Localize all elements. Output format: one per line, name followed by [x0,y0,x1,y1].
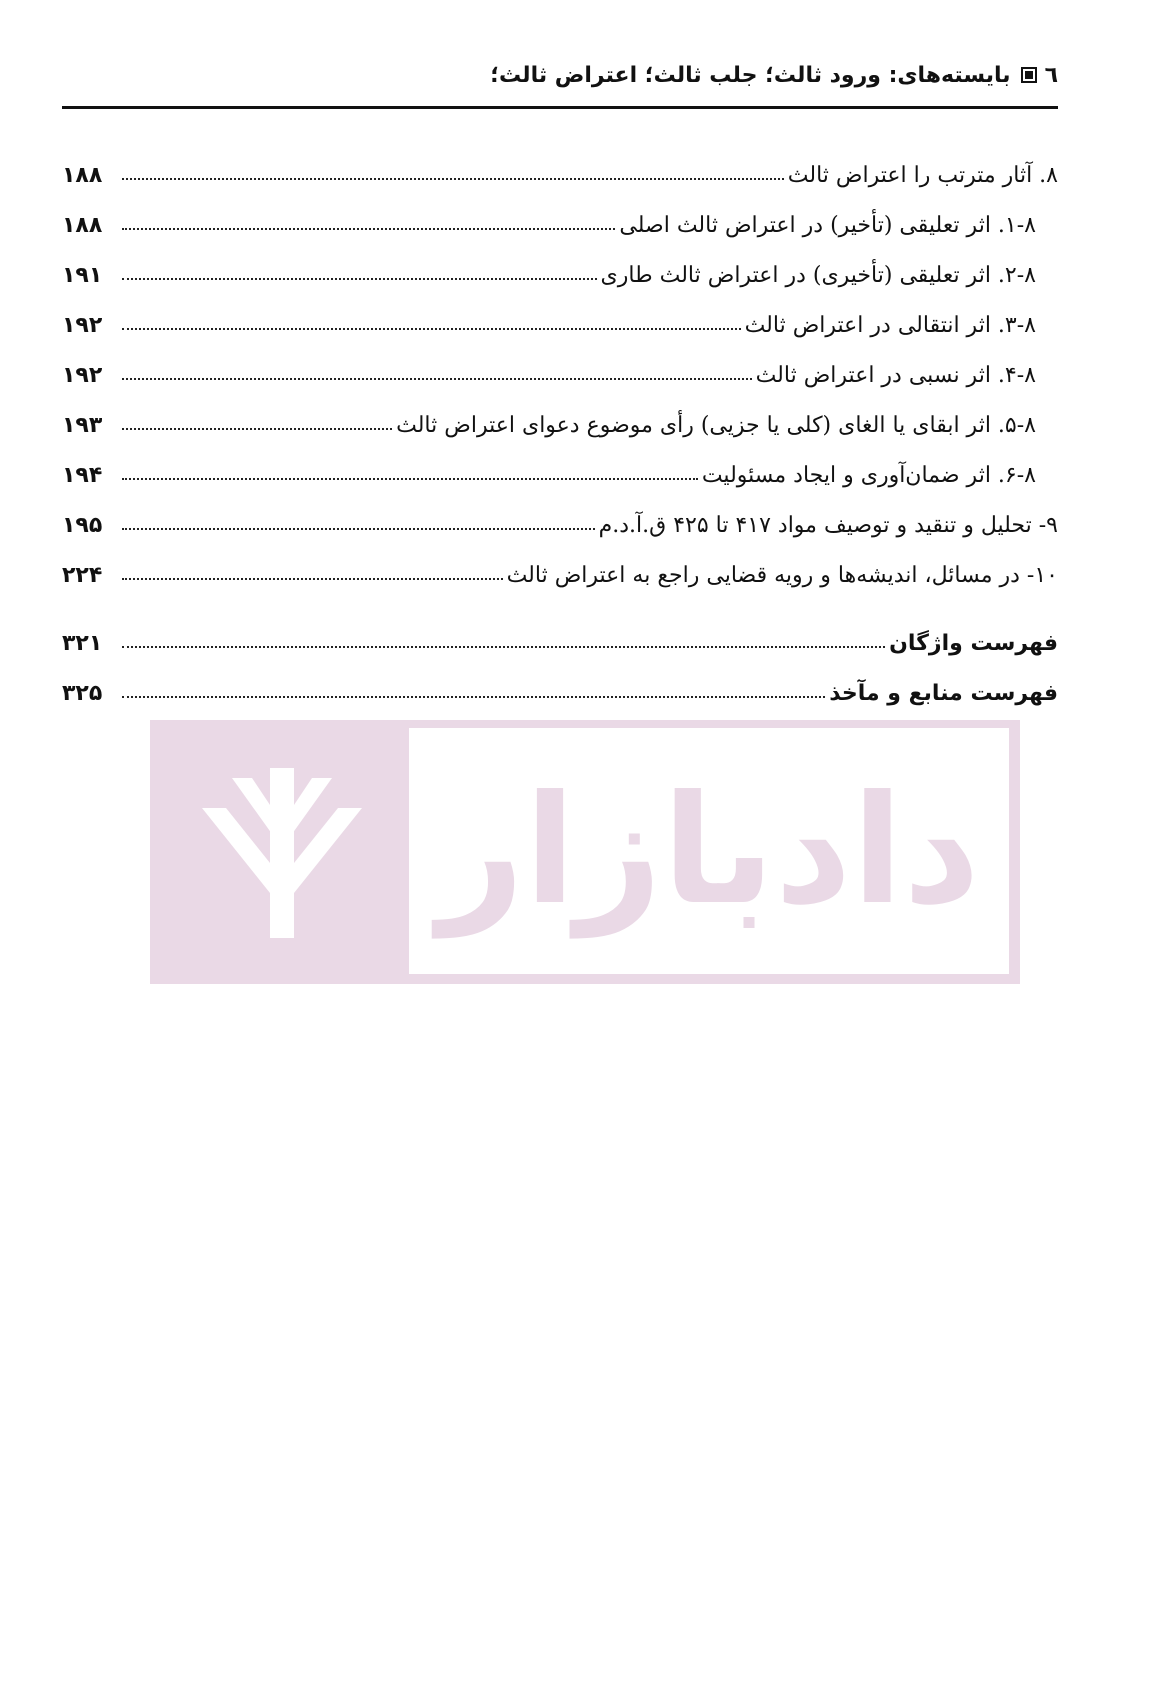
toc-entry-page: ۱۹۲ [62,363,103,388]
tree-logo-icon [202,768,362,938]
page-header [62,52,1058,98]
toc-entry[interactable] [62,438,1058,488]
toc-entry-title: ۵-۸. اثر ابقای یا الغای (کلی یا جزیی) رأی موضوع دعوای اعتراض ثالث [396,413,1036,438]
toc-entry-page: ۱۹۳ [62,413,103,438]
toc-entry-title: فهرست واژگان [889,631,1058,656]
toc-entry[interactable] [62,388,1058,438]
toc-entry-page: ۳۲۱ [62,631,103,656]
toc-entry-index[interactable] [62,606,1058,656]
toc-entry-title: ۲-۸. اثر تعلیقی (تأخیری) در اعتراض ثالث طاری [600,263,1036,288]
header-rule [62,106,1058,109]
toc-entry-page: ۲۲۴ [62,563,103,588]
dot-leader [122,578,503,580]
toc-entry-title: ۸. آثار مترتب را اعتراض ثالث [787,163,1058,188]
toc-entry[interactable] [62,288,1058,338]
toc-entry-bibliography[interactable] [62,656,1058,706]
toc-entry-title: ۹- تحلیل و تنقید و توصیف مواد ۴۱۷ تا ۴۲۵ ق.آ.د.م [598,513,1058,538]
watermark-text-panel [407,726,1011,976]
dot-leader [122,278,597,280]
toc-entry-page: ۱۸۸ [62,163,103,188]
toc-entry[interactable] [62,488,1058,538]
toc-entry-title: ۶-۸. اثر ضمان‌آوری و ایجاد مسئولیت [701,463,1036,488]
toc-entry-title: فهرست منابع و مآخذ [829,681,1058,706]
table-of-contents [62,138,1058,706]
toc-entry-page: ۱۹۵ [62,513,103,538]
toc-entry-page: ۱۹۱ [62,263,103,288]
dot-leader [122,528,595,530]
watermark [150,720,1020,984]
dot-leader [122,328,741,330]
page-number: ٦ [1044,62,1058,88]
toc-entry-title: ۱-۸. اثر تعلیقی (تأخیر) در اعتراض ثالث اصلی [619,213,1036,238]
toc-entry-title: ۱۰- در مسائل، اندیشه‌ها و رویه قضایی راجع به اعتراض ثالث [506,563,1058,588]
toc-entry-page: ۱۸۸ [62,213,103,238]
toc-entry[interactable] [62,238,1058,288]
watermark-brand-text: دادبازار [437,764,981,938]
toc-entry[interactable] [62,138,1058,188]
toc-entry-title: ۴-۸. اثر نسبی در اعتراض ثالث [755,363,1036,388]
toc-entry[interactable] [62,188,1058,238]
toc-entry-page: ۱۹۲ [62,313,103,338]
dot-leader [122,646,885,648]
dot-leader [122,696,825,698]
toc-entry[interactable] [62,338,1058,388]
square-bullet-icon [1021,67,1037,83]
dot-leader [122,478,698,480]
dot-leader [122,228,615,230]
running-title: بایسته‌های: ورود ثالث؛ جلب ثالث؛ اعتراض ثالث؛ [490,62,1011,88]
dot-leader [122,428,392,430]
dot-leader [122,378,752,380]
toc-entry-page: ۳۲۵ [62,681,103,706]
dot-leader [122,178,784,180]
toc-entry-title: ۳-۸. اثر انتقالی در اعتراض ثالث [744,313,1036,338]
toc-entry-page: ۱۹۴ [62,463,103,488]
toc-entry[interactable] [62,538,1058,588]
